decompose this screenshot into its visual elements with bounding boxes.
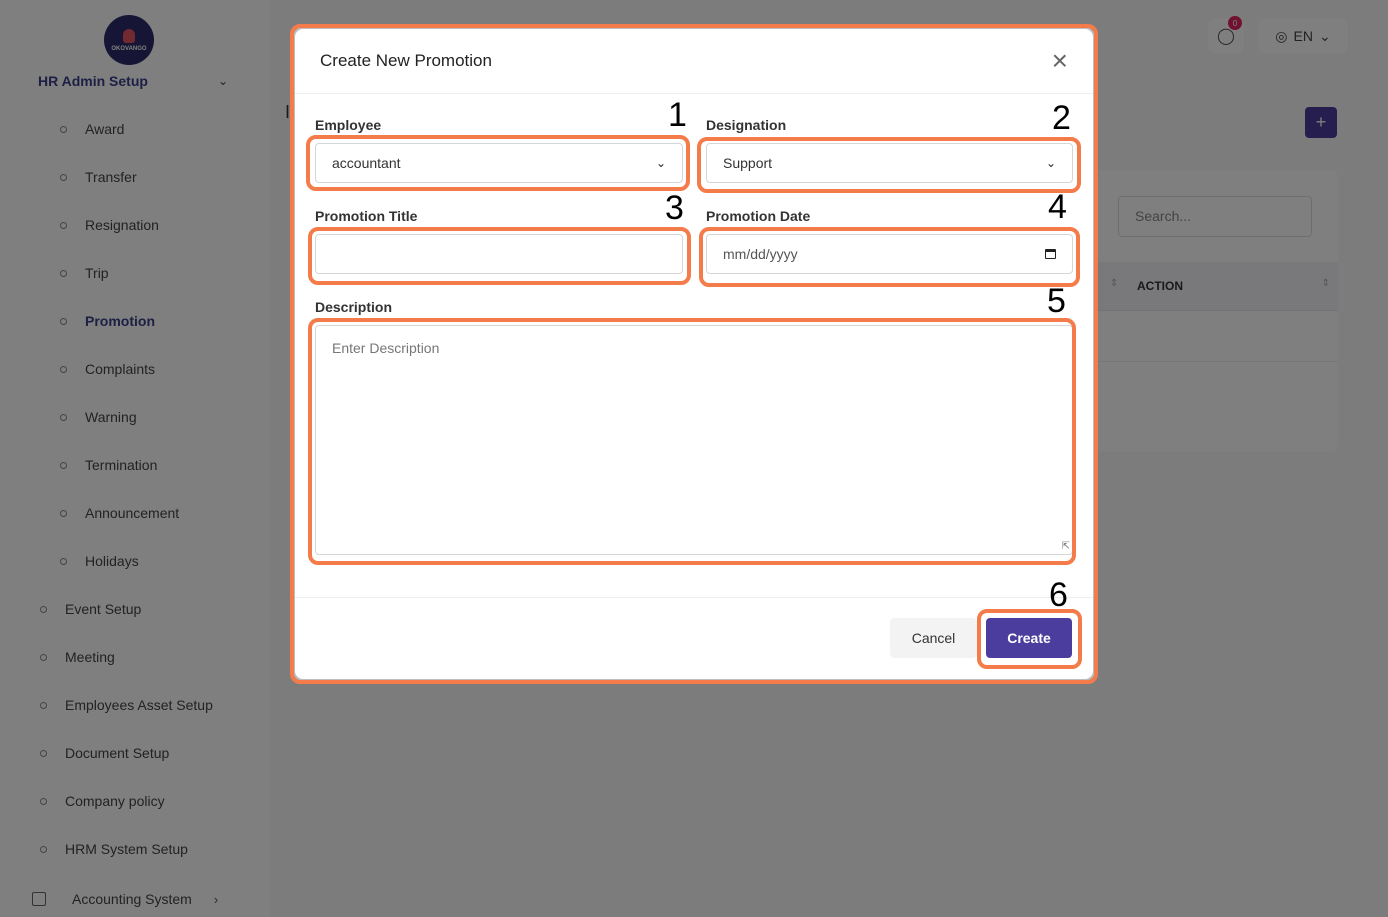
close-icon[interactable]: ×: [1051, 45, 1068, 76]
designation-label: Designation: [706, 117, 787, 133]
promotion-date-highlight: [699, 227, 1080, 287]
employee-value: accountant: [332, 155, 401, 171]
cancel-button[interactable]: Cancel: [890, 618, 977, 658]
promotion-title-label: Promotion Title: [315, 208, 418, 224]
designation-value: Support: [723, 155, 773, 171]
chevron-down-icon: ⌄: [655, 156, 666, 170]
date-placeholder: mm/dd/yyyy: [723, 246, 798, 262]
chevron-down-icon: ⌄: [1045, 156, 1056, 170]
description-placeholder: Enter Description: [332, 340, 440, 356]
create-highlight: [977, 609, 1082, 669]
employee-label: Employee: [315, 117, 382, 133]
annotation-number: 1: [668, 96, 687, 134]
employee-highlight: [306, 135, 690, 191]
promotion-title-highlight: [308, 227, 691, 285]
annotation-number: 2: [1052, 99, 1071, 137]
annotation-number: 3: [665, 189, 684, 227]
promotion-date-label: Promotion Date: [706, 208, 811, 224]
create-button[interactable]: Create: [986, 618, 1072, 658]
annotation-number: 4: [1048, 188, 1067, 226]
description-label: Description: [315, 299, 393, 315]
resize-handle-icon[interactable]: ⇱: [1061, 541, 1070, 552]
designation-highlight: [697, 137, 1081, 193]
description-highlight: [308, 318, 1076, 565]
annotation-number: 6: [1049, 576, 1068, 614]
modal-title: Create New Promotion: [320, 51, 492, 70]
annotation-number: 5: [1047, 282, 1066, 320]
